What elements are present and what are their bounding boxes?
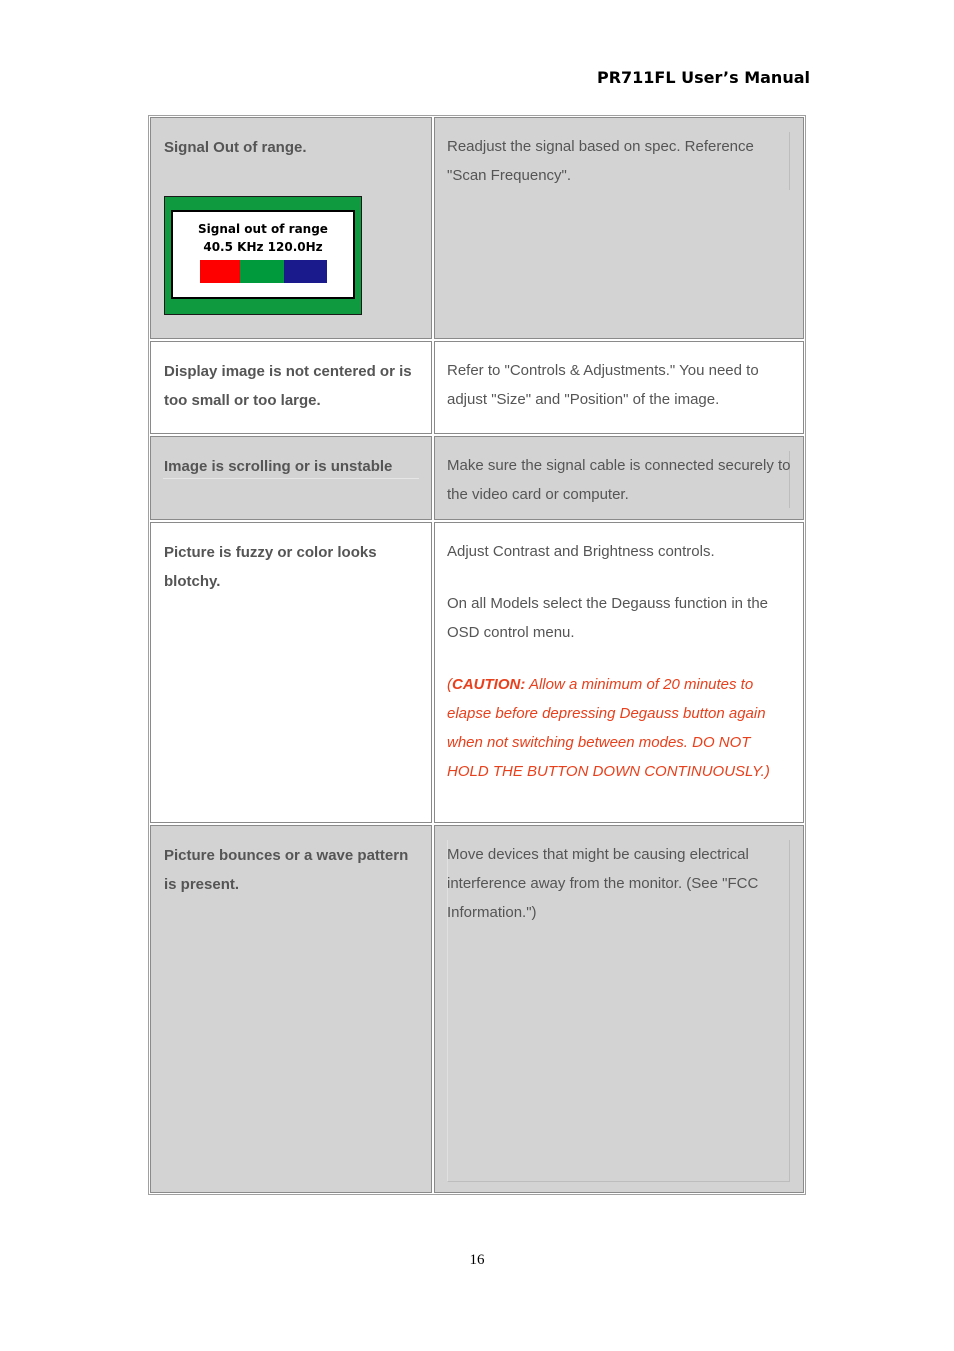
- caution-note: [447, 670, 795, 786]
- solution-paragraph: Readjust the signal based on spec. Reference "Scan Frequency".: [447, 138, 754, 184]
- osd-message-line: Signal out of range: [198, 222, 328, 236]
- problem-text: Picture bounces or a wave pattern is present.: [164, 847, 409, 893]
- solution-paragraph: On all Models select the Degauss function in the OSD control menu.: [447, 595, 769, 641]
- signal-out-of-range-osd-image: [164, 196, 362, 315]
- page-number: 16: [469, 1252, 485, 1268]
- solution-paragraph: Make sure the signal cable is connected securely to the video card or computer.: [447, 457, 791, 503]
- solution-cell: [434, 117, 804, 339]
- problem-cell: [150, 825, 432, 1193]
- caution-label: CAUTION:: [452, 676, 526, 693]
- problem-cell: [150, 436, 432, 520]
- solution-paragraph: Refer to "Controls & Adjustments." You need to adjust "Size" and "Position" of the image.: [447, 362, 759, 408]
- caution-text: Allow a minimum of 20 minutes to elapse before depressing Degauss button again when not switching between modes. DO NOT HOLD THE BUTTON DOWN CONTINUOUSLY.): [447, 676, 770, 780]
- solution-text: [447, 451, 795, 509]
- solution-text: [447, 537, 795, 786]
- osd-color-bars: [200, 260, 327, 283]
- troubleshooting-table: [148, 115, 806, 1195]
- solution-paragraph: Move devices that might be causing electrical interference away from the monitor. (See "FCC Information."): [447, 846, 759, 921]
- solution-text: [447, 132, 795, 190]
- problem-text: Picture is fuzzy or color looks blotchy.: [164, 544, 377, 590]
- table-row: [149, 116, 805, 340]
- table-row: [149, 340, 805, 435]
- cell-inner-frame: [163, 478, 419, 479]
- problem-cell: [150, 117, 432, 339]
- osd-red-bar: [200, 260, 240, 283]
- problem-cell: [150, 341, 432, 434]
- problem-text: Display image is not centered or is too small or too large.: [164, 363, 412, 409]
- table-row: [149, 521, 805, 824]
- solution-cell: [434, 341, 804, 434]
- solution-paragraph: Adjust Contrast and Brightness controls.: [447, 543, 715, 560]
- solution-cell: [434, 436, 804, 520]
- osd-message-box: [171, 210, 355, 299]
- solution-cell: [434, 522, 804, 823]
- problem-cell: [150, 522, 432, 823]
- manual-title: PR711FL User’s Manual: [596, 68, 810, 87]
- table-row: [149, 435, 805, 521]
- osd-green-bar: [240, 260, 284, 283]
- solution-text: [447, 840, 795, 927]
- problem-text: Signal Out of range.: [164, 139, 307, 156]
- solution-text: [447, 356, 795, 414]
- osd-frequency-line: 40.5 KHz 120.0Hz: [203, 240, 323, 254]
- table-row: [149, 824, 805, 1194]
- osd-blue-bar: [284, 260, 327, 283]
- solution-cell: [434, 825, 804, 1193]
- problem-text: Image is scrolling or is unstable: [164, 458, 393, 475]
- caution-open-paren: (: [447, 676, 452, 693]
